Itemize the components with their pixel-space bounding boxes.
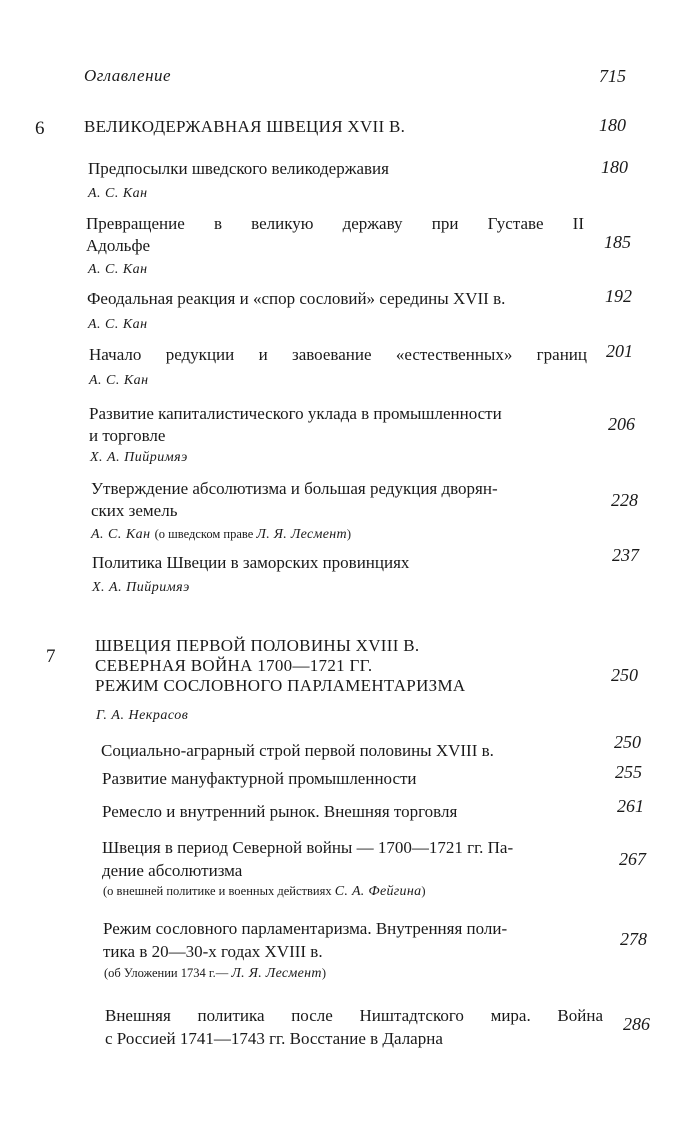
toc-entry-page: 286: [623, 1014, 650, 1034]
toc-entry-page: 180: [601, 157, 628, 177]
toc-entry-title: Предпосылки шведского великодержавия: [88, 159, 389, 178]
chapter-number: 7: [46, 646, 56, 667]
toc-entry-note: (о шведском праве Л. Я. Лесмент): [154, 527, 352, 542]
toc-entry-title: Начало редукции и завоевание «естественных» границ: [89, 345, 587, 364]
toc-entry-author: Х. А. Пийримяэ: [90, 450, 188, 465]
toc-entry-author: А. С. Кан: [91, 527, 151, 542]
toc-entry-note: (об Уложении 1734 г.— Л. Я. Лесмент): [104, 966, 327, 981]
toc-entry-page: 237: [612, 545, 639, 565]
toc-entry-note-author: Л. Я. Лесмент: [231, 966, 322, 981]
toc-entry-title-line2: тика в 20—30-х годах XVIII в.: [103, 942, 323, 961]
toc-entry-author: Х. А. Пийримяэ: [92, 580, 190, 595]
toc-entry-title: Феодальная реакция и «спор сословий» середины XVII в.: [87, 289, 506, 308]
toc-entry-title: Развитие мануфактурной промышленности: [102, 769, 417, 788]
toc-entry-title: Социально-аграрный строй первой половины XVIII в.: [101, 741, 494, 760]
toc-entry-page: 185: [604, 232, 631, 252]
running-header-title: Оглавление: [84, 66, 172, 85]
toc-entry-title: Политика Швеции в заморских провинциях: [92, 553, 410, 572]
toc-entry-page: 192: [605, 286, 632, 306]
toc-entry-page: 250: [614, 732, 641, 752]
toc-entry-title-line1: Утверждение абсолютизма и большая редукция дворян-: [91, 479, 498, 498]
toc-entry-author: А. С. Кан: [88, 262, 148, 277]
toc-entry-page: 261: [617, 796, 644, 816]
running-header-page-number: 715: [599, 66, 626, 86]
chapter-author: Г. А. Некрасов: [96, 708, 189, 723]
toc-entry-title-line1: Превращение в великую державу при Густаве II: [86, 214, 584, 233]
toc-entry-title-line2: Адольфе: [86, 236, 150, 255]
toc-entry-title-line2: и торговле: [89, 426, 166, 445]
toc-entry-author: А. С. Кан: [88, 186, 148, 201]
toc-entry-title-line1: Швеция в период Северной войны — 1700—1721 гг. Па-: [102, 838, 514, 857]
toc-entry-author: А. С. Кан: [89, 373, 149, 388]
toc-entry-author: А. С. Кан: [88, 317, 148, 332]
toc-entry-page: 206: [608, 414, 635, 434]
toc-entry-page: 255: [615, 762, 642, 782]
chapter-title-line2: СЕВЕРНАЯ ВОЙНА 1700—1721 ГГ.: [95, 656, 373, 675]
toc-entry-byline: [91, 525, 351, 543]
toc-entry-title-line2: ских земель: [91, 501, 178, 520]
chapter-number: 6: [35, 118, 45, 139]
toc-entry-note: (о внешней политике и военных действиях С. А. Фейгина): [103, 884, 426, 899]
chapter-title: ВЕЛИКОДЕРЖАВНАЯ ШВЕЦИЯ XVII В.: [84, 117, 406, 136]
toc-entry-page: 228: [611, 490, 638, 510]
toc-entry-page: 278: [620, 929, 647, 949]
toc-entry-page: 267: [619, 849, 646, 869]
toc-entry-title-line2: дение абсолютизма: [102, 861, 243, 880]
toc-entry-note-author: С. А. Фейгина: [334, 884, 422, 899]
toc-entry-title-line2: с Россией 1741—1743 гг. Восстание в Даларна: [105, 1029, 443, 1048]
toc-entry-note-author: Л. Я. Лесмент: [256, 527, 347, 542]
chapter-title-line1: ШВЕЦИЯ ПЕРВОЙ ПОЛОВИНЫ XVIII В.: [95, 636, 420, 655]
toc-entry-title-line1: Внешняя политика после Ништадтского мира. Война: [105, 1006, 603, 1025]
toc-entry-title: Ремесло и внутренний рынок. Внешняя торговля: [102, 802, 458, 821]
chapter-page-number: 180: [599, 115, 626, 135]
chapter-title-line3: РЕЖИМ СОСЛОВНОГО ПАРЛАМЕНТАРИЗМА: [95, 676, 466, 695]
toc-entry-page: 201: [606, 341, 633, 361]
toc-entry-title-line1: Развитие капиталистического уклада в промышленности: [89, 404, 502, 423]
chapter-page-number: 250: [611, 665, 638, 685]
toc-entry-title-line1: Режим сословного парламентаризма. Внутренняя поли-: [103, 919, 508, 938]
